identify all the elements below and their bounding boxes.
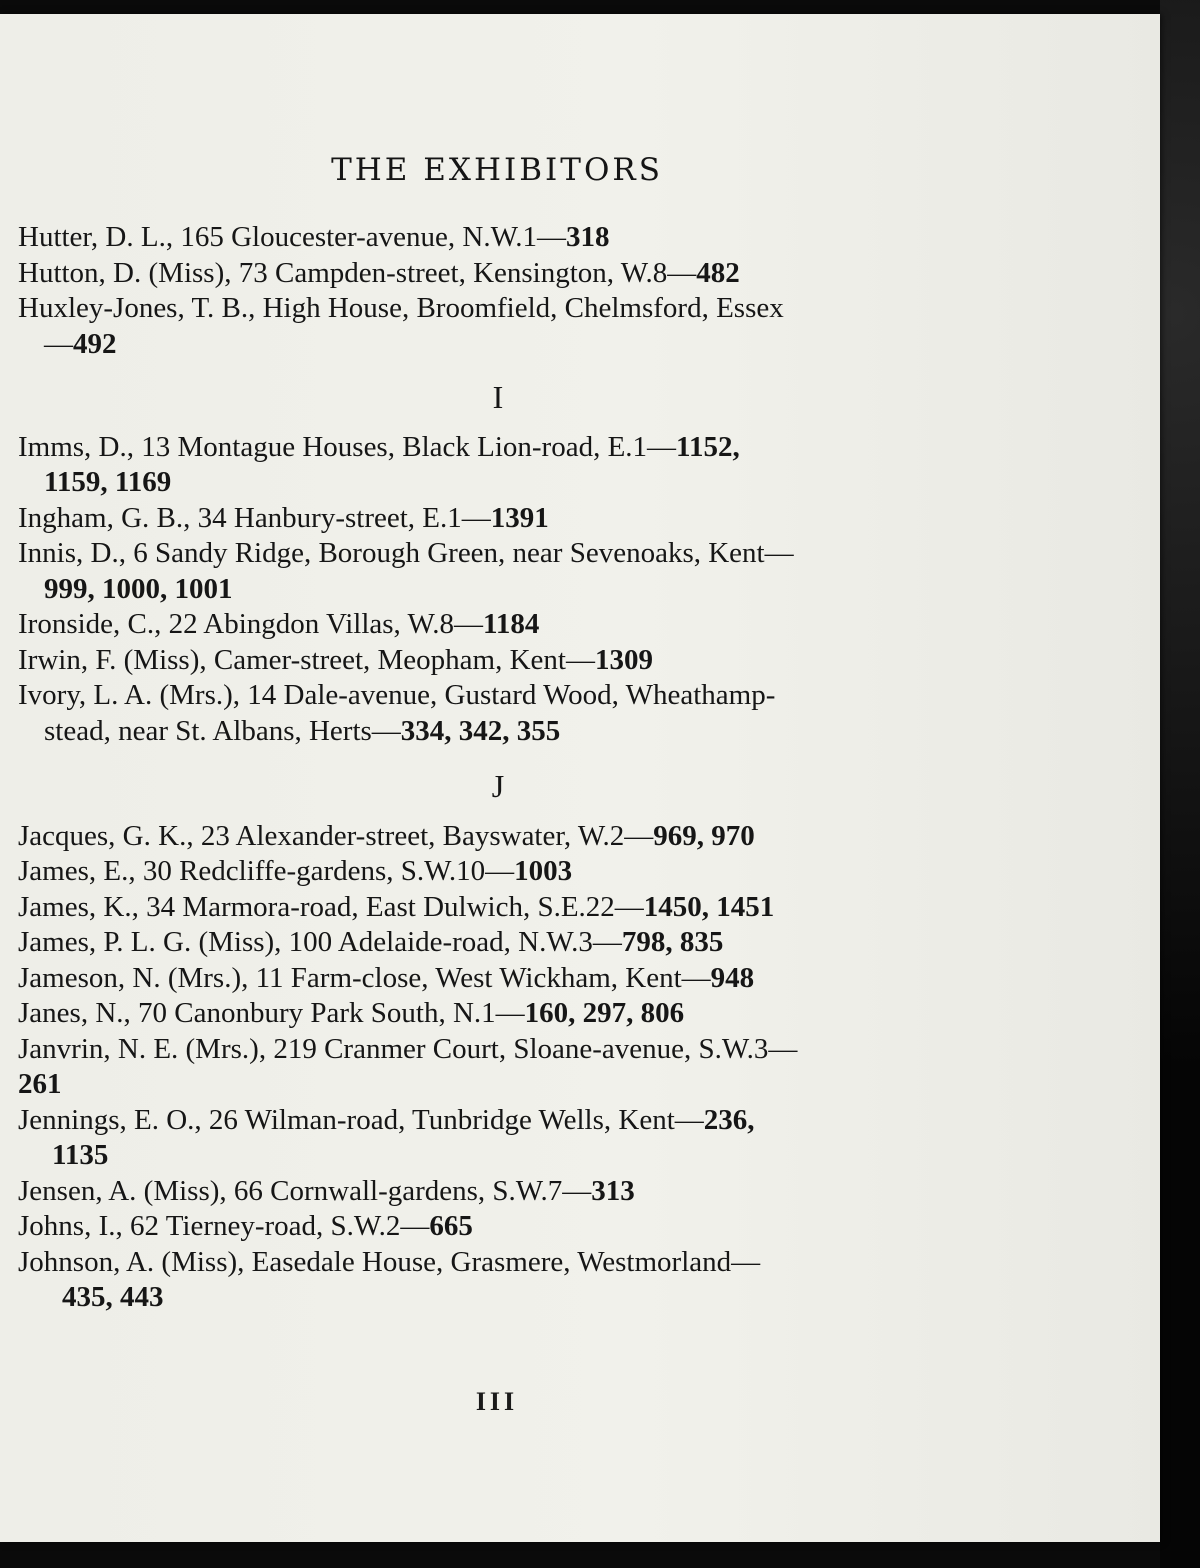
page-number: III: [475, 1387, 519, 1416]
exhibit-numbers: 1184: [482, 608, 540, 640]
exhibitor-name-address: James, E., 30 Redcliffe-gardens, S.W.10—: [18, 855, 515, 887]
exhibitor-entry: [18, 643, 978, 679]
exhibitor-name-address: Johnson, A. (Miss), Easedale House, Grasmere, Westmorland—: [18, 1245, 761, 1278]
exhibitor-name-address: Janes, N., 70 Canonbury Park South, N.1—: [18, 997, 525, 1029]
exhibitor-entry-continuation: [18, 1067, 978, 1103]
exhibit-numbers: 948: [710, 961, 755, 994]
exhibit-numbers: 334, 342, 355: [400, 714, 561, 747]
exhibitor-entry: [18, 1209, 978, 1245]
exhibit-numbers: 999, 1000, 1001: [44, 572, 233, 605]
exhibitor-name-address: Imms, D., 13 Montague Houses, Black Lion-road, E.1—: [18, 430, 677, 463]
exhibit-numbers: 492: [73, 327, 117, 360]
section-letter-j: J: [491, 768, 505, 804]
exhibitor-entry-continuation: [18, 1280, 978, 1316]
exhibitor-entry: [18, 1032, 978, 1068]
book-page: [0, 14, 1160, 1542]
exhibitor-entry-continuation: [18, 572, 978, 608]
exhibitor-entry-continuation: [18, 465, 978, 501]
exhibit-numbers: 1152,: [676, 430, 740, 463]
exhibit-numbers: 1391: [490, 501, 549, 534]
exhibitor-address-continued: —: [44, 327, 73, 360]
exhibitor-name-address: Jennings, E. O., 26 Wilman-road, Tunbridge Wells, Kent—: [18, 1103, 704, 1136]
exhibit-numbers: 160, 297, 806: [524, 997, 685, 1029]
exhibit-numbers: 261: [18, 1068, 62, 1100]
exhibitor-name-address: James, P. L. G. (Miss), 100 Adelaide-road, N.W.3—: [18, 926, 622, 958]
exhibitor-entry: [18, 501, 978, 537]
exhibitor-entry: [18, 1103, 978, 1139]
exhibitor-entry: [18, 819, 978, 855]
exhibitor-name-address: Huxley-Jones, T. B., High House, Broomfield, Chelmsford, Essex: [18, 292, 784, 324]
exhibitor-entry-continuation: [18, 1138, 978, 1174]
exhibitor-name-address: Jacques, G. K., 23 Alexander-street, Bayswater, W.2—: [18, 819, 654, 852]
book-spine-shadow: [1160, 0, 1200, 1568]
exhibit-numbers: 1450, 1451: [643, 890, 775, 923]
exhibit-numbers: 1309: [594, 643, 653, 676]
exhibitor-entry: [18, 925, 978, 961]
exhibit-numbers: 482: [696, 256, 740, 289]
section-letter-i: I: [492, 379, 504, 415]
exhibit-numbers: 1159, 1169: [44, 466, 172, 498]
exhibit-numbers: 665: [429, 1210, 473, 1242]
exhibitor-entry: [18, 220, 978, 256]
exhibitor-name-address: James, K., 34 Marmora-road, East Dulwich, S.E.22—: [18, 890, 644, 923]
exhibitor-name-address: Janvrin, N. E. (Mrs.), 219 Cranmer Court, Sloane-avenue, S.W.3—: [18, 1032, 798, 1065]
exhibitor-list: [18, 220, 978, 1316]
exhibitor-entry: [18, 430, 978, 466]
exhibit-numbers: 1003: [514, 855, 573, 887]
exhibitor-entry-continuation: [18, 714, 978, 750]
exhibitor-entry: [18, 1174, 978, 1210]
exhibitor-name-address: Jameson, N. (Mrs.), 11 Farm-close, West Wickham, Kent—: [18, 961, 711, 994]
exhibit-numbers: 313: [591, 1174, 635, 1207]
exhibit-numbers: 318: [566, 221, 610, 253]
exhibitor-name-address: Ingham, G. B., 34 Hanbury-street, E.1—: [18, 501, 491, 534]
exhibitor-entry: [18, 678, 978, 714]
exhibit-numbers: 435, 443: [62, 1281, 164, 1313]
exhibitor-entry: [18, 996, 978, 1032]
exhibitor-name-address: Innis, D., 6 Sandy Ridge, Borough Green, near Sevenoaks, Kent—: [18, 537, 794, 569]
exhibit-numbers: 236,: [703, 1103, 755, 1136]
exhibitor-name-address: Jensen, A. (Miss), 66 Cornwall-gardens, S.W.7—: [18, 1174, 592, 1207]
exhibitor-entry: [18, 961, 978, 997]
exhibitor-name-address: Hutter, D. L., 165 Gloucester-avenue, N.W.1—: [18, 221, 567, 253]
exhibitor-name-address: Johns, I., 62 Tierney-road, S.W.2—: [18, 1210, 430, 1242]
exhibit-numbers: 1135: [52, 1139, 109, 1171]
exhibitor-name-address: Irwin, F. (Miss), Camer-street, Meopham, Kent—: [18, 643, 595, 676]
exhibitor-entry: [18, 536, 978, 572]
exhibitor-entry: [18, 291, 978, 327]
page-title: THE EXHIBITORS: [331, 152, 663, 188]
exhibitor-name-address: Ironside, C., 22 Abingdon Villas, W.8—: [18, 608, 483, 640]
exhibitor-entry: [18, 607, 978, 643]
exhibitor-entry-continuation: [18, 327, 978, 363]
exhibitor-entry: [18, 890, 978, 926]
exhibitor-name-address: Hutton, D. (Miss), 73 Campden-street, Kensington, W.8—: [18, 256, 697, 289]
exhibitor-name-address: Ivory, L. A. (Mrs.), 14 Dale-avenue, Gustard Wood, Wheathamp-: [18, 679, 776, 711]
exhibitor-entry: [18, 854, 978, 890]
exhibitor-entry: [18, 1245, 978, 1281]
exhibitor-entry: [18, 256, 978, 292]
exhibitor-address-continued: stead, near St. Albans, Herts—: [44, 714, 401, 747]
exhibit-numbers: 798, 835: [621, 926, 724, 958]
exhibit-numbers: 969, 970: [653, 819, 755, 852]
